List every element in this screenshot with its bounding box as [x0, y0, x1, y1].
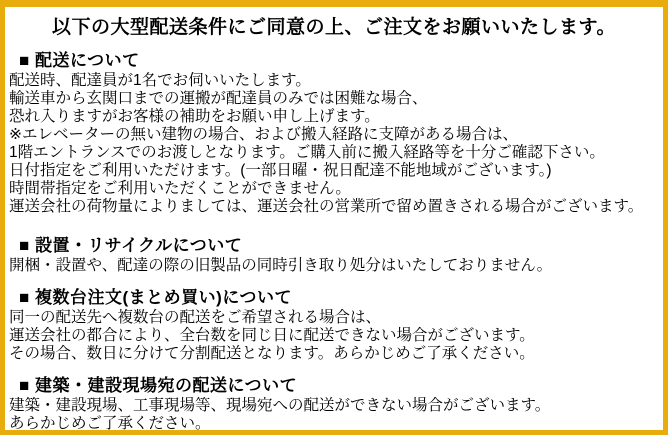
notice-line: あらかじめご了承ください。: [9, 415, 211, 432]
section-multiple-orders: [5, 288, 663, 363]
notice-line: 配送時、配達員が1名でお伺いいたします。: [9, 72, 311, 89]
notice-line: 開梱・設置や、配達の際の旧製品の同時引き取り処分はいたしておりません。: [9, 257, 553, 274]
notice-title: 以下の大型配送条件にご同意の上、ご注文をお願いいたします。: [52, 17, 616, 38]
section-construction-site: [5, 376, 663, 433]
notice-line: 輸送車から玄関口までの運搬が配達員のみでは困難な場合、: [9, 90, 428, 107]
notice-line: 日付指定をご利用いただけます。(一部日曜・祝日配達不能地域がございます。): [9, 162, 552, 179]
notice-line: 時間帯指定をご利用いただくことができません。: [9, 180, 351, 197]
section-installation-recycle-heading: ■ 設置・リサイクルについて: [19, 236, 243, 255]
section-installation-recycle-body: [9, 257, 663, 275]
notice-line: 運送会社の荷物量によりましては、運送会社の営業所で留め置きされる場合がございます。: [9, 198, 644, 215]
section-construction-site-body: [9, 397, 663, 433]
section-delivery-heading: ■ 配送について: [19, 51, 140, 70]
notice-line: その場合、数日に分けて分割配送となります。あらかじめご了承ください。: [9, 345, 535, 362]
notice-line: 運送会社の都合により、全台数を同じ日に配送できない場合がございます。: [9, 327, 535, 344]
notice-line: ※エレベーターの無い建物の場合、および搬入経路に支障がある場合は、: [9, 126, 518, 143]
section-multiple-orders-body: [9, 309, 663, 363]
section-delivery: [5, 51, 663, 216]
section-installation-recycle: [5, 236, 663, 275]
section-delivery-body: [9, 72, 663, 216]
notice-line: 1階エントランスでのお渡しとなります。ご購入前に搬入経路等を十分ご確認下さい。: [9, 144, 605, 161]
notice-line: 恐れ入りますがお客様の補助をお願い申し上げます。: [9, 108, 380, 125]
notice-line: 同一の配送先へ複数台の配送をご希望される場合は、: [9, 309, 382, 326]
section-multiple-orders-heading: ■ 複数台注文(まとめ買い)について: [19, 288, 292, 307]
section-construction-site-heading: ■ 建築・建設現場宛の配送について: [19, 376, 298, 395]
notice-line: 建築・建設現場、工事現場等、現場宛への配送ができない場合がございます。: [9, 397, 551, 414]
